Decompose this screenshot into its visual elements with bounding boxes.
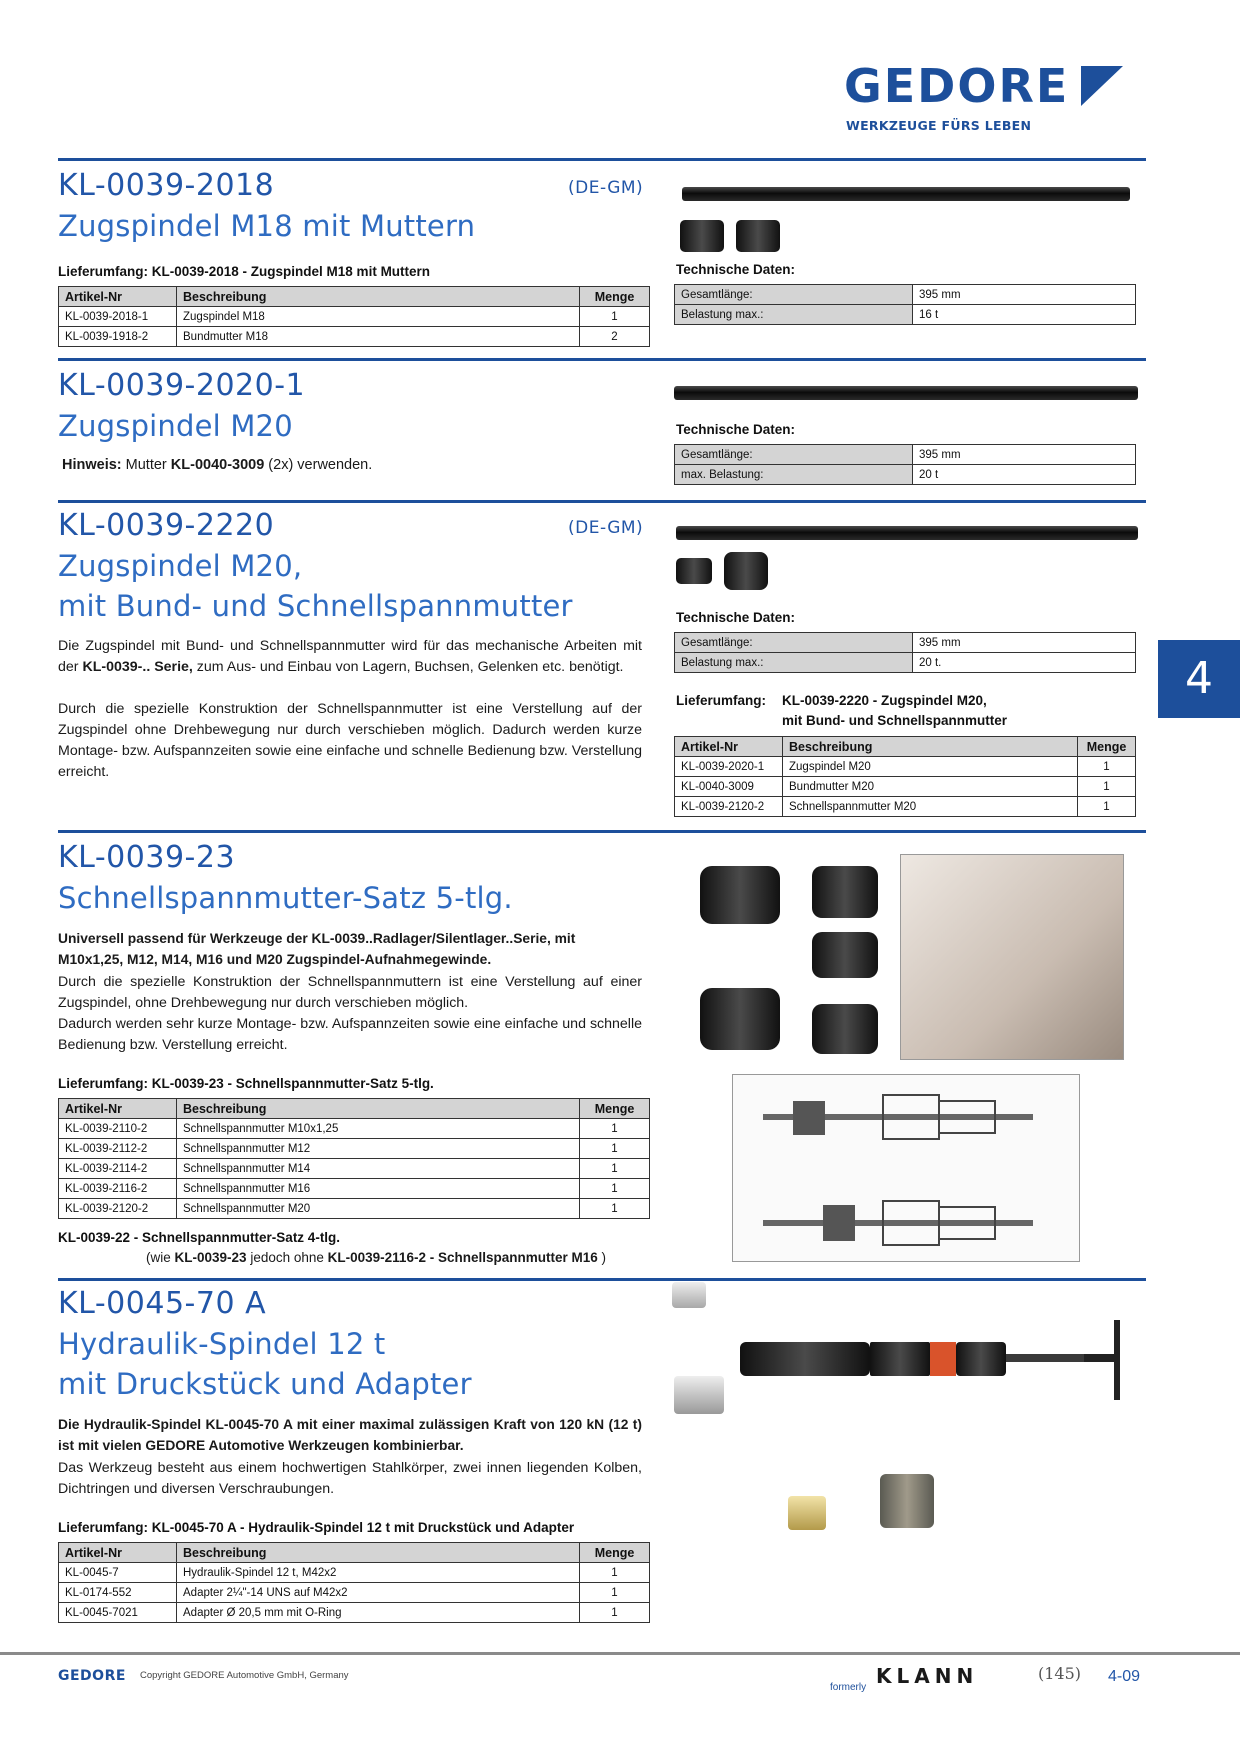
drawing-nut [823, 1205, 855, 1241]
product-code: KL-0045-70 A [58, 1286, 267, 1321]
chapter-tab: 4 [1158, 640, 1240, 718]
note-text: jedoch ohne [246, 1250, 328, 1265]
delivery-scope: Lieferumfang: KL-0039-2018 - Zugspindel M18 mit Muttern [58, 264, 431, 279]
brand-flag-icon [1081, 66, 1123, 106]
tech-value: 395 mm [913, 285, 1136, 305]
quick-nut-image [812, 932, 878, 978]
article-number: KL-0174-552 [59, 1583, 177, 1603]
parts-table [58, 286, 650, 347]
column-header: Artikel-Nr [675, 737, 783, 757]
tech-data-title: Technische Daten: [676, 610, 796, 625]
table-row [675, 797, 1136, 817]
product-code: KL-0039-2020-1 [58, 368, 306, 403]
nut-image [676, 558, 712, 584]
table-row [59, 1199, 650, 1219]
tech-value: 20 t. [913, 653, 1136, 673]
delivery-scope: Lieferumfang: KL-0039-23 - Schnellspannmutter-Satz 5-tlg. [58, 1076, 434, 1091]
quantity: 1 [580, 1603, 650, 1623]
description-paragraph [58, 636, 642, 678]
tech-key: max. Belastung: [675, 465, 913, 485]
description: Adapter 2¼"-14 UNS auf M42x2 [177, 1583, 580, 1603]
paragraph-text: Die Zugspindel mit Bund- und Schnellspannmutter wird für das mechanische Arbeiten mit der [58, 638, 642, 675]
tech-key: Belastung max.: [675, 305, 913, 325]
column-header: Artikel-Nr [59, 1099, 177, 1119]
table-row [59, 1159, 650, 1179]
quantity: 1 [1078, 777, 1136, 797]
table-header-row [59, 1099, 650, 1119]
article-number: KL-0045-7021 [59, 1603, 177, 1623]
article-number: KL-0039-2120-2 [59, 1199, 177, 1219]
footer-divider [0, 1652, 1240, 1655]
parts-table [58, 1098, 650, 1219]
table-row [675, 777, 1136, 797]
article-number: KL-0045-7 [59, 1563, 177, 1583]
article-number: KL-0039-1918-2 [59, 327, 177, 347]
table-row [675, 757, 1136, 777]
hydraulic-body-image [740, 1342, 870, 1376]
parts-table [58, 1542, 650, 1623]
article-number: KL-0039-2112-2 [59, 1139, 177, 1159]
nut-image [680, 220, 724, 252]
description-paragraph: Durch die spezielle Konstruktion der Schnellspannmuttern ist eine Verstellung auf einer Zugspindel, ohne Drehbewegung nur durch verschieben möglich. [58, 974, 642, 1011]
quantity: 2 [580, 327, 650, 347]
lead-paragraph: Universell passend für Werkzeuge der KL-0039..Radlager/Silentlager..Serie, mit M10x1,25, M12, M14, M16 und M20 Zugspindel-Aufnahmegewinde. [58, 931, 576, 967]
table-row [59, 1139, 650, 1159]
article-number: KL-0039-2020-1 [675, 757, 783, 777]
section-divider [58, 1278, 1146, 1281]
note-label: Hinweis: [62, 457, 122, 473]
tech-data-title: Technische Daten: [676, 262, 796, 277]
column-header: Menge [580, 1543, 650, 1563]
quick-nut-image [812, 1004, 878, 1054]
lead-paragraph: Die Hydraulik-Spindel KL-0045-70 A mit einer maximal zulässigen Kraft von 120 kN (12 t) ist mit vielen GEDORE Automotive Werkzeugen kombinierbar. [58, 1417, 642, 1453]
column-header: Artikel-Nr [59, 1543, 177, 1563]
adapter-image [880, 1474, 934, 1528]
description: Hydraulik-Spindel 12 t, M42x2 [177, 1563, 580, 1583]
quantity: 1 [580, 1199, 650, 1219]
table-row [59, 1563, 650, 1583]
section-divider [58, 358, 1146, 361]
quantity: 1 [1078, 757, 1136, 777]
paragraph-text: zum Aus- und Einbau von Lagern, Buchsen, Gelenken etc. benötigt. [192, 659, 624, 675]
quantity: 1 [580, 1159, 650, 1179]
description: Schnellspannmutter M14 [177, 1159, 580, 1179]
quick-nut-image [700, 866, 780, 924]
table-row [59, 327, 650, 347]
tech-value: 395 mm [913, 445, 1136, 465]
description-paragraph: Das Werkzeug besteht aus einem hochwertigen Stahlkörper, zwei innen liegenden Kolben, Dichtringen und diversen Verschraubungen. [58, 1460, 642, 1497]
tech-key: Belastung max.: [675, 653, 913, 673]
hydraulic-body-image [956, 1342, 1006, 1376]
quantity: 1 [580, 1139, 650, 1159]
note-text: ) [597, 1250, 606, 1265]
note-text: (wie [146, 1250, 175, 1265]
column-header: Menge [580, 287, 650, 307]
article-number: KL-0039-2110-2 [59, 1119, 177, 1139]
description: Schnellspannmutter M10x1,25 [177, 1119, 580, 1139]
spindle-image [674, 386, 1138, 400]
product-title: Zugspindel M20, [58, 549, 303, 583]
brand-claim: WERKZEUGE FÜRS LEBEN [846, 118, 1032, 133]
product-code: KL-0039-2220 [58, 508, 275, 543]
quick-nut-image [724, 552, 768, 590]
tech-data-table [674, 284, 1136, 325]
column-header: Artikel-Nr [59, 287, 177, 307]
note-text: Mutter [121, 457, 171, 473]
description: Schnellspannmutter M20 [783, 797, 1078, 817]
column-header: Menge [580, 1099, 650, 1119]
t-handle-image [1084, 1354, 1118, 1362]
delivery-scope: mit Bund- und Schnellspannmutter [782, 713, 1007, 728]
parts-table [674, 736, 1136, 817]
quick-nut-image [812, 866, 878, 918]
adapter-image [788, 1496, 826, 1530]
column-header: Beschreibung [177, 1099, 580, 1119]
tech-value: 395 mm [913, 633, 1136, 653]
pressure-piece-image [672, 1282, 706, 1308]
delivery-scope: KL-0039-2220 - Zugspindel M20, [782, 693, 987, 708]
table-row [59, 1119, 650, 1139]
table-row [675, 653, 1136, 673]
table-row [59, 307, 650, 327]
brand-wordmark: GEDORE [844, 59, 1070, 113]
product-code: KL-0039-2018 [58, 168, 275, 203]
quantity: 1 [580, 1563, 650, 1583]
article-number: KL-0039-2114-2 [59, 1159, 177, 1179]
table-row [675, 445, 1136, 465]
design-tag: (DE-GM) [568, 178, 644, 198]
tech-key: Gesamtlänge: [675, 445, 913, 465]
product-title: Hydraulik-Spindel 12 t [58, 1327, 386, 1361]
section-divider [58, 830, 1146, 833]
note-ref: KL-0040-3009 [170, 457, 265, 473]
description: Schnellspannmutter M20 [177, 1199, 580, 1219]
table-row [59, 1603, 650, 1623]
description: Zugspindel M18 [177, 307, 580, 327]
spindle-image [676, 526, 1138, 540]
quantity: 1 [580, 1119, 650, 1139]
table-row [675, 285, 1136, 305]
quantity: 1 [1078, 797, 1136, 817]
table-header-row [59, 287, 650, 307]
product-code: KL-0039-23 [58, 840, 236, 875]
tech-data-table [674, 632, 1136, 673]
product-title: mit Bund- und Schnellspannmutter [58, 589, 573, 623]
note-ref: KL-0039-23 [174, 1250, 247, 1265]
spindle-image [682, 187, 1130, 201]
table-row [59, 1583, 650, 1603]
usage-drawing-image [732, 1074, 1080, 1262]
usage-drawing-svg [733, 1075, 1079, 1261]
hand-photo-image [900, 854, 1124, 1060]
tech-value: 16 t [913, 305, 1136, 325]
description: Adapter Ø 20,5 mm mit O-Ring [177, 1603, 580, 1623]
footer-brand: GEDORE [58, 1668, 126, 1684]
product-title: Zugspindel M18 mit Muttern [58, 209, 476, 243]
article-number: KL-0039-2116-2 [59, 1179, 177, 1199]
description: Bundmutter M20 [783, 777, 1078, 797]
alternative-set-note [146, 1250, 606, 1265]
description: Zugspindel M20 [783, 757, 1078, 777]
section-divider [58, 158, 1146, 161]
section-divider [58, 500, 1146, 503]
description: Schnellspannmutter M12 [177, 1139, 580, 1159]
table-header-row [675, 737, 1136, 757]
tech-data-title: Technische Daten: [676, 422, 796, 437]
hydraulic-rod-image [1006, 1354, 1086, 1362]
note-text: (2x) verwenden. [264, 457, 373, 473]
description: Schnellspannmutter M16 [177, 1179, 580, 1199]
tech-key: Gesamtlänge: [675, 633, 913, 653]
note [62, 455, 372, 476]
hydraulic-body-image [870, 1342, 930, 1376]
description-paragraph: Durch die spezielle Konstruktion der Schnellspannmutter ist eine Verstellung auf der Zugspindel ohne Drehbewegung nur durch verschieben möglich. Dadurch werden kurze Montage- bzw. Aufspannzeiten sowie eine einfache und schnelle Bedienung bzw. Verstellung erreicht. [58, 701, 642, 780]
article-number: KL-0040-3009 [675, 777, 783, 797]
table-row [59, 1179, 650, 1199]
drawing-nut [793, 1101, 825, 1135]
quick-nut-image [700, 988, 780, 1050]
table-row [675, 633, 1136, 653]
copyright: Copyright GEDORE Automotive GmbH, Germany [140, 1670, 349, 1681]
table-row [675, 465, 1136, 485]
hydraulic-spindle-image [680, 1334, 1140, 1530]
quantity: 1 [580, 1179, 650, 1199]
design-tag: (DE-GM) [568, 518, 644, 538]
klann-logo: KLANN [876, 1664, 979, 1688]
delivery-scope-label: Lieferumfang: [676, 693, 767, 708]
description: Bundmutter M18 [177, 327, 580, 347]
product-title: Zugspindel M20 [58, 409, 293, 443]
quantity: 1 [580, 1583, 650, 1603]
delivery-scope: Lieferumfang: KL-0045-70 A - Hydraulik-Spindel 12 t mit Druckstück und Adapter [58, 1520, 575, 1535]
catalog-number: (145) [1038, 1664, 1082, 1683]
tech-value: 20 t [913, 465, 1136, 485]
page-number: 4-09 [1108, 1668, 1141, 1685]
table-row [675, 305, 1136, 325]
product-title: Schnellspannmutter-Satz 5-tlg. [58, 881, 513, 915]
hydraulic-band-image [930, 1342, 956, 1376]
column-header: Beschreibung [177, 287, 580, 307]
product-title: mit Druckstück und Adapter [58, 1367, 472, 1401]
table-header-row [59, 1543, 650, 1563]
column-header: Menge [1078, 737, 1136, 757]
article-number: KL-0039-2120-2 [675, 797, 783, 817]
gedore-logo [844, 59, 1144, 140]
alternative-set-title: KL-0039-22 - Schnellspannmutter-Satz 4-tlg. [58, 1230, 341, 1245]
pressure-piece-image [674, 1376, 724, 1414]
tech-data-table [674, 444, 1136, 485]
formerly-label: formerly [830, 1682, 867, 1693]
note-ref: KL-0039-2116-2 - Schnellspannmutter M16 [327, 1250, 598, 1265]
column-header: Beschreibung [783, 737, 1078, 757]
nut-image [736, 220, 780, 252]
column-header: Beschreibung [177, 1543, 580, 1563]
quantity: 1 [580, 307, 650, 327]
series-ref: KL-0039-.. Serie, [82, 659, 193, 675]
tech-key: Gesamtlänge: [675, 285, 913, 305]
description-paragraph: Dadurch werden sehr kurze Montage- bzw. Aufspannzeiten sowie eine einfache und schnelle Bedienung bzw. Verstellung erreicht. [58, 1016, 642, 1053]
article-number: KL-0039-2018-1 [59, 307, 177, 327]
